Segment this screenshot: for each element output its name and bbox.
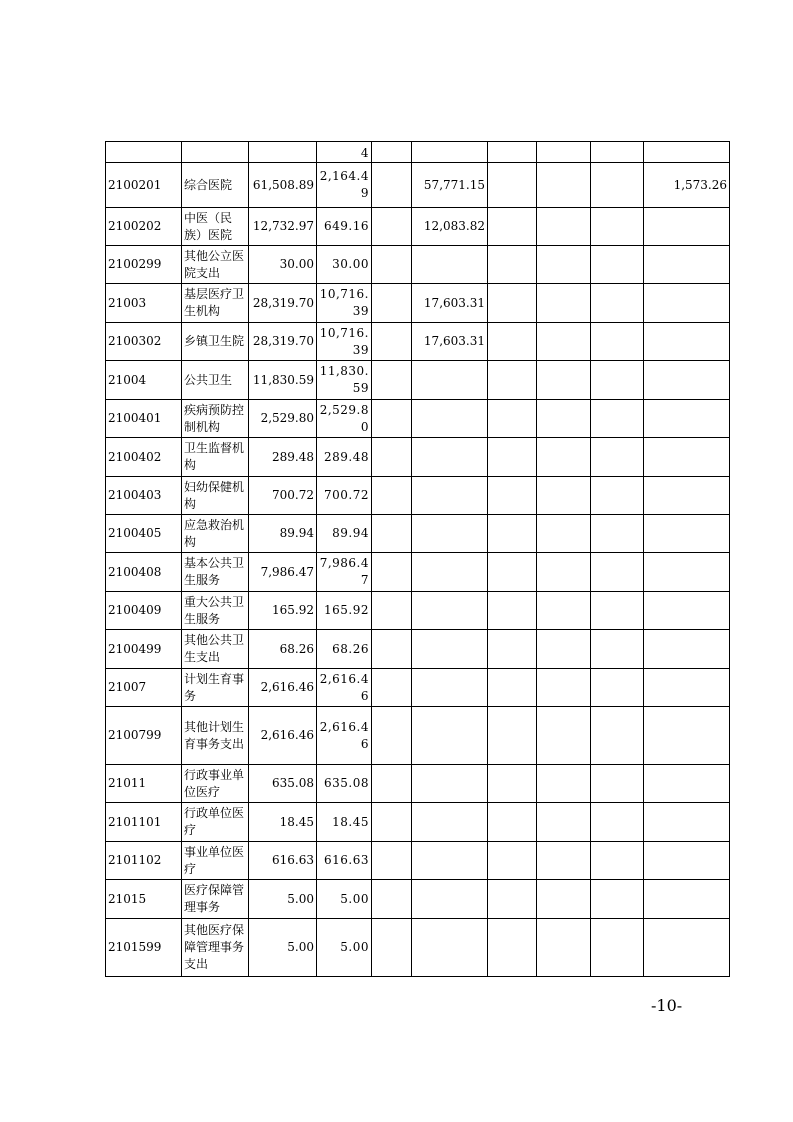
item-name-cell: 中医（民族）医院 [182,208,249,246]
function-code-cell: 2100302 [106,323,182,361]
item-name-cell: 应急救治机构 [182,515,249,553]
function-code-cell: 2100405 [106,515,182,553]
amount-col6-cell [591,630,644,669]
total-amount-cell: 61,508.89 [249,163,317,208]
function-code-cell [106,142,182,163]
total-amount-cell: 7,986.47 [249,553,317,592]
amount-col6-cell [591,553,644,592]
table-row [106,803,730,842]
amount-col1-cell: 2,616.46 [317,669,372,707]
table-row [106,438,730,477]
amount-col5-cell [537,246,591,284]
amount-col7-cell [644,361,730,400]
table-row [106,515,730,553]
amount-col1-cell: 2,529.80 [317,400,372,438]
amount-col2-cell [372,142,412,163]
item-name-cell: 其他公共卫生支出 [182,630,249,669]
amount-col3-cell [412,438,488,477]
total-amount-cell: 12,732.97 [249,208,317,246]
amount-col2-cell [372,163,412,208]
table-row [106,630,730,669]
amount-col4-cell [488,323,537,361]
total-amount-cell: 11,830.59 [249,361,317,400]
amount-col1-cell: 616.63 [317,842,372,880]
total-amount-cell: 5.00 [249,919,317,977]
amount-col6-cell [591,246,644,284]
amount-col4-cell [488,208,537,246]
total-amount-cell: 28,319.70 [249,284,317,323]
amount-col3-cell [412,803,488,842]
amount-col6-cell [591,707,644,765]
amount-col1-cell: 649.16 [317,208,372,246]
function-code-cell: 21003 [106,284,182,323]
function-code-cell: 21015 [106,880,182,919]
amount-col2-cell [372,553,412,592]
amount-col4-cell [488,880,537,919]
amount-col4-cell [488,477,537,515]
amount-col3-cell [412,592,488,630]
table-row [106,707,730,765]
amount-col3-cell [412,880,488,919]
amount-col1-cell: 4 [317,142,372,163]
amount-col5-cell [537,669,591,707]
table-row [106,553,730,592]
table-row [106,669,730,707]
amount-col7-cell [644,142,730,163]
amount-col2-cell [372,669,412,707]
function-code-cell: 2100299 [106,246,182,284]
amount-col7-cell [644,477,730,515]
amount-col6-cell [591,842,644,880]
amount-col1-cell: 5.00 [317,880,372,919]
table-row [106,400,730,438]
amount-col4-cell [488,515,537,553]
budget-table [105,141,730,977]
amount-col2-cell [372,284,412,323]
function-code-cell: 2100401 [106,400,182,438]
amount-col4-cell [488,765,537,803]
table-row [106,919,730,977]
amount-col7-cell [644,208,730,246]
total-amount-cell [249,142,317,163]
amount-col6-cell [591,477,644,515]
amount-col5-cell [537,592,591,630]
amount-col4-cell [488,553,537,592]
amount-col1-cell: 700.72 [317,477,372,515]
item-name-cell: 其他公立医院支出 [182,246,249,284]
amount-col6-cell [591,361,644,400]
amount-col5-cell [537,803,591,842]
total-amount-cell: 68.26 [249,630,317,669]
amount-col5-cell [537,553,591,592]
function-code-cell: 2100202 [106,208,182,246]
item-name-cell: 基层医疗卫生机构 [182,284,249,323]
amount-col6-cell [591,515,644,553]
table-row [106,323,730,361]
amount-col6-cell [591,400,644,438]
item-name-cell: 基本公共卫生服务 [182,553,249,592]
amount-col2-cell [372,765,412,803]
amount-col6-cell [591,142,644,163]
amount-col2-cell [372,208,412,246]
amount-col3-cell: 17,603.31 [412,284,488,323]
amount-col7-cell [644,630,730,669]
table-row [106,284,730,323]
table-row [106,246,730,284]
total-amount-cell: 18.45 [249,803,317,842]
amount-col5-cell [537,919,591,977]
amount-col6-cell [591,438,644,477]
amount-col1-cell: 2,616.46 [317,707,372,765]
amount-col3-cell [412,630,488,669]
amount-col6-cell [591,669,644,707]
total-amount-cell: 5.00 [249,880,317,919]
item-name-cell: 行政事业单位医疗 [182,765,249,803]
function-code-cell: 2100403 [106,477,182,515]
item-name-cell: 行政单位医疗 [182,803,249,842]
total-amount-cell: 30.00 [249,246,317,284]
total-amount-cell: 165.92 [249,592,317,630]
amount-col4-cell [488,669,537,707]
amount-col2-cell [372,246,412,284]
function-code-cell: 2101599 [106,919,182,977]
amount-col5-cell [537,208,591,246]
amount-col3-cell [412,361,488,400]
amount-col5-cell [537,284,591,323]
total-amount-cell: 289.48 [249,438,317,477]
amount-col7-cell [644,669,730,707]
amount-col4-cell [488,842,537,880]
amount-col2-cell [372,361,412,400]
amount-col7-cell: 1,573.26 [644,163,730,208]
amount-col3-cell [412,400,488,438]
table-row [106,765,730,803]
table-row [106,142,730,163]
page-number: -10- [651,996,683,1015]
amount-col4-cell [488,142,537,163]
table-row [106,842,730,880]
table-row [106,163,730,208]
amount-col7-cell [644,438,730,477]
amount-col7-cell [644,842,730,880]
amount-col3-cell [412,246,488,284]
amount-col3-cell [412,765,488,803]
amount-col4-cell [488,163,537,208]
amount-col7-cell [644,246,730,284]
item-name-cell: 妇幼保健机构 [182,477,249,515]
total-amount-cell: 89.94 [249,515,317,553]
total-amount-cell: 635.08 [249,765,317,803]
amount-col3-cell: 12,083.82 [412,208,488,246]
function-code-cell: 2100201 [106,163,182,208]
item-name-cell: 乡镇卫生院 [182,323,249,361]
amount-col4-cell [488,438,537,477]
amount-col5-cell [537,477,591,515]
amount-col1-cell: 11,830.59 [317,361,372,400]
amount-col3-cell [412,919,488,977]
total-amount-cell: 2,529.80 [249,400,317,438]
amount-col2-cell [372,630,412,669]
amount-col5-cell [537,142,591,163]
amount-col2-cell [372,803,412,842]
amount-col2-cell [372,323,412,361]
amount-col5-cell [537,400,591,438]
amount-col6-cell [591,803,644,842]
amount-col5-cell [537,163,591,208]
total-amount-cell: 616.63 [249,842,317,880]
amount-col1-cell: 7,986.47 [317,553,372,592]
amount-col5-cell [537,361,591,400]
item-name-cell: 疾病预防控制机构 [182,400,249,438]
amount-col7-cell [644,553,730,592]
total-amount-cell: 2,616.46 [249,707,317,765]
item-name-cell: 医疗保障管理事务 [182,880,249,919]
item-name-cell: 计划生育事务 [182,669,249,707]
amount-col3-cell [412,842,488,880]
amount-col3-cell [412,477,488,515]
amount-col4-cell [488,400,537,438]
amount-col1-cell: 10,716.39 [317,323,372,361]
amount-col6-cell [591,765,644,803]
amount-col7-cell [644,400,730,438]
amount-col1-cell: 30.00 [317,246,372,284]
amount-col6-cell [591,919,644,977]
function-code-cell: 2100402 [106,438,182,477]
amount-col2-cell [372,919,412,977]
amount-col7-cell [644,515,730,553]
amount-col3-cell [412,707,488,765]
table-row [106,208,730,246]
amount-col6-cell [591,592,644,630]
amount-col7-cell [644,880,730,919]
amount-col1-cell: 89.94 [317,515,372,553]
amount-col4-cell [488,919,537,977]
table-body [106,142,730,977]
total-amount-cell: 700.72 [249,477,317,515]
amount-col5-cell [537,842,591,880]
item-name-cell: 公共卫生 [182,361,249,400]
amount-col3-cell [412,515,488,553]
table-row [106,592,730,630]
table-row [106,477,730,515]
amount-col6-cell [591,880,644,919]
amount-col6-cell [591,208,644,246]
function-code-cell: 2101102 [106,842,182,880]
amount-col7-cell [644,707,730,765]
amount-col7-cell [644,592,730,630]
amount-col2-cell [372,842,412,880]
total-amount-cell: 2,616.46 [249,669,317,707]
item-name-cell: 卫生监督机构 [182,438,249,477]
amount-col2-cell [372,707,412,765]
function-code-cell: 21011 [106,765,182,803]
amount-col3-cell [412,142,488,163]
amount-col5-cell [537,323,591,361]
function-code-cell: 2100499 [106,630,182,669]
amount-col5-cell [537,707,591,765]
amount-col3-cell [412,553,488,592]
item-name-cell: 其他医疗保障管理事务支出 [182,919,249,977]
table-row [106,880,730,919]
amount-col7-cell [644,803,730,842]
amount-col1-cell: 2,164.49 [317,163,372,208]
amount-col2-cell [372,515,412,553]
amount-col2-cell [372,880,412,919]
function-code-cell: 21004 [106,361,182,400]
item-name-cell [182,142,249,163]
amount-col6-cell [591,163,644,208]
function-code-cell: 2100408 [106,553,182,592]
item-name-cell: 事业单位医疗 [182,842,249,880]
amount-col2-cell [372,592,412,630]
item-name-cell: 其他计划生育事务支出 [182,707,249,765]
amount-col2-cell [372,400,412,438]
amount-col5-cell [537,515,591,553]
function-code-cell: 2100409 [106,592,182,630]
amount-col4-cell [488,803,537,842]
amount-col7-cell [644,323,730,361]
amount-col1-cell: 68.26 [317,630,372,669]
amount-col3-cell: 57,771.15 [412,163,488,208]
amount-col4-cell [488,707,537,765]
amount-col1-cell: 18.45 [317,803,372,842]
amount-col5-cell [537,765,591,803]
item-name-cell: 综合医院 [182,163,249,208]
amount-col4-cell [488,630,537,669]
amount-col4-cell [488,361,537,400]
item-name-cell: 重大公共卫生服务 [182,592,249,630]
amount-col1-cell: 165.92 [317,592,372,630]
function-code-cell: 2100799 [106,707,182,765]
total-amount-cell: 28,319.70 [249,323,317,361]
amount-col3-cell [412,669,488,707]
amount-col7-cell [644,919,730,977]
amount-col1-cell: 10,716.39 [317,284,372,323]
amount-col1-cell: 5.00 [317,919,372,977]
amount-col6-cell [591,284,644,323]
amount-col5-cell [537,880,591,919]
amount-col1-cell: 635.08 [317,765,372,803]
amount-col2-cell [372,438,412,477]
amount-col6-cell [591,323,644,361]
amount-col7-cell [644,284,730,323]
function-code-cell: 2101101 [106,803,182,842]
amount-col1-cell: 289.48 [317,438,372,477]
table-row [106,361,730,400]
amount-col5-cell [537,630,591,669]
amount-col4-cell [488,246,537,284]
amount-col4-cell [488,592,537,630]
amount-col5-cell [537,438,591,477]
function-code-cell: 21007 [106,669,182,707]
amount-col2-cell [372,477,412,515]
amount-col4-cell [488,284,537,323]
amount-col7-cell [644,765,730,803]
amount-col3-cell: 17,603.31 [412,323,488,361]
